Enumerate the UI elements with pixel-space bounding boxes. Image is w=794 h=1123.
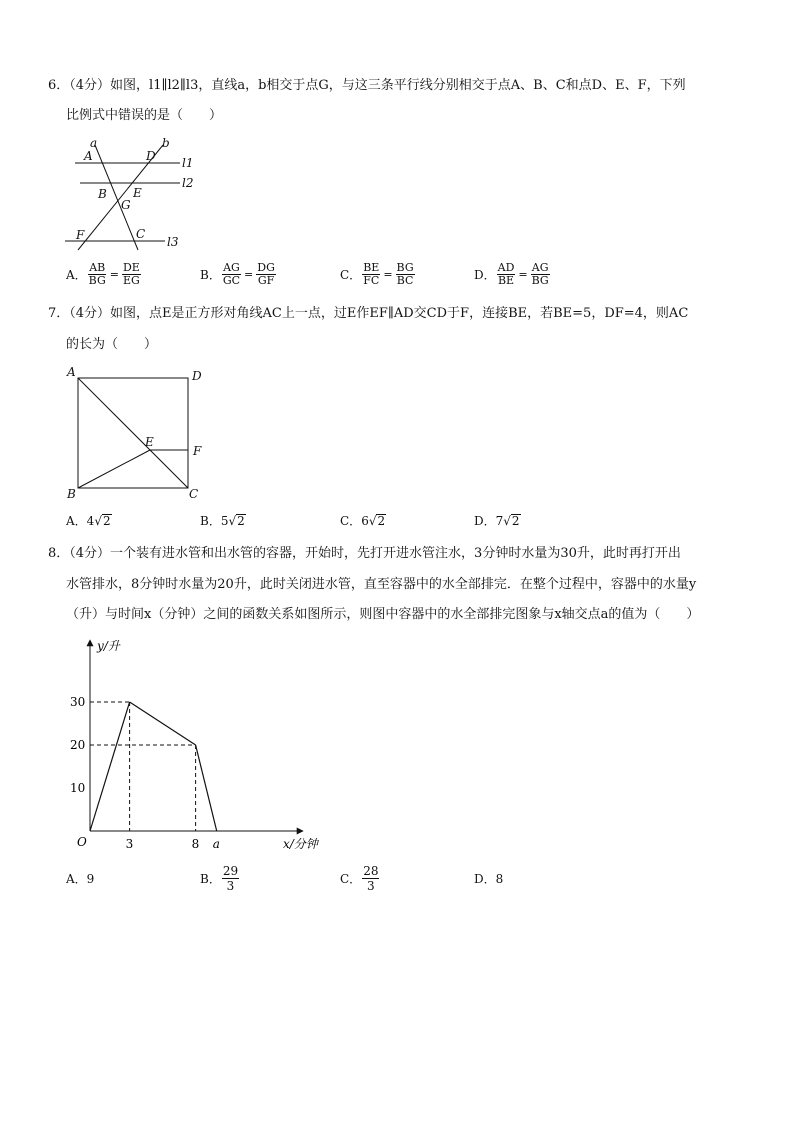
q8-stem-line1: 8．（4分）一个装有进水管和出水管的容器，开始时，先打开进水管注水，3分钟时水量为30升，此时再打开出 [48,546,681,561]
option-letter: B． [200,268,221,282]
label-b: b [162,136,170,150]
q7-option-c[interactable]: C． 6 √ 2 [340,513,386,528]
q6-option-d[interactable]: D． $\frac{AD}{BE}$ = $\frac{AG}{BG}$ [474,261,549,287]
q7-stem-line2: 的长为（ ） [66,337,158,352]
y-tick-label-30: 30 [70,695,86,709]
series-segment-2 [196,745,217,831]
q7-option-d[interactable]: D． 7 √ 2 [474,513,520,528]
q6-stem-line1: 6．（4分）如图，l1∥l2∥l3，直线a，b相交于点G，与这三条平行线分别相交于点A、B、C和点D、E、F，下列 [48,78,686,93]
label-C: C [136,227,146,241]
q8-stem-line3: （升）与时间x（分钟）之间的函数关系如图所示，则图中容器中的水全部排完图象与x轴交点a的值为（ ） [66,607,700,622]
y-tick-label-20: 20 [70,738,86,752]
label-C: C [189,487,199,501]
label-a: a [90,136,98,150]
label-l2: l2 [182,176,194,190]
label-D: D [146,149,156,163]
label-B: B [67,487,76,501]
label-G: G [121,198,131,212]
option-letter: A． [66,268,87,282]
y-axis-label: y/升 [97,639,120,653]
q6-figure [60,135,200,255]
x-axis-label: x/分钟 [283,837,318,851]
option-letter: D． [474,268,496,282]
label-A: A [67,365,76,379]
x-tick-label-8: 8 [191,837,200,851]
x-tick-label-a: a [212,837,220,851]
label-l1: l1 [182,156,194,170]
option-letter: C． [340,268,362,282]
q6-option-b[interactable]: B． $\frac{AG}{GC}$ = $\frac{DG}{GF}$ [200,261,275,287]
label-D: D [192,369,202,383]
y-tick-label-10: 10 [70,781,86,795]
label-F: F [76,228,85,242]
q7-option-b[interactable]: B． 5 √ 2 [200,513,245,528]
q6-option-a[interactable]: A． $\frac{AB}{BG}$ = $\frac{DE}{EG}$ [66,261,140,287]
q8-option-c[interactable]: C． $\frac{28}{3}$ [340,864,379,893]
q7-figure [62,362,212,502]
q6-stem-line2: 比例式中错误的是（ ） [66,108,223,123]
q6-option-c[interactable]: C． $\frac{BE}{FC}$ = $\frac{BG}{BC}$ [340,261,414,287]
q8-graph [60,635,330,855]
label-B: B [98,187,107,201]
label-A: A [84,149,93,163]
label-E: E [145,435,154,449]
series-segment-1 [130,702,196,745]
segment-be [78,450,150,488]
label-l3: l3 [167,235,179,249]
label-F: F [193,444,202,458]
diagonal-ac [78,378,188,488]
q7-stem-line1: 7．（4分）如图，点E是正方形对角线AC上一点，过E作EF∥AD交CD于F，连接BE，若BE=5，DF=4，则AC [48,306,689,321]
x-tick-label-3: 3 [125,837,134,851]
q7-option-a[interactable]: A． 4 √ 2 [66,513,111,528]
origin-label: O [77,835,87,849]
q8-option-b[interactable]: B． $\frac{29}{3}$ [200,864,239,893]
series-segment-0 [90,702,130,831]
q8-option-d[interactable]: D． 8 [474,871,504,886]
q8-stem-line2: 水管排水，8分钟时水量为20升，此时关闭进水管，直至容器中的水全部排完．在整个过程中，容器中的水量y [66,577,697,592]
label-E: E [133,186,142,200]
q8-option-a[interactable]: A． 9 [66,871,95,886]
